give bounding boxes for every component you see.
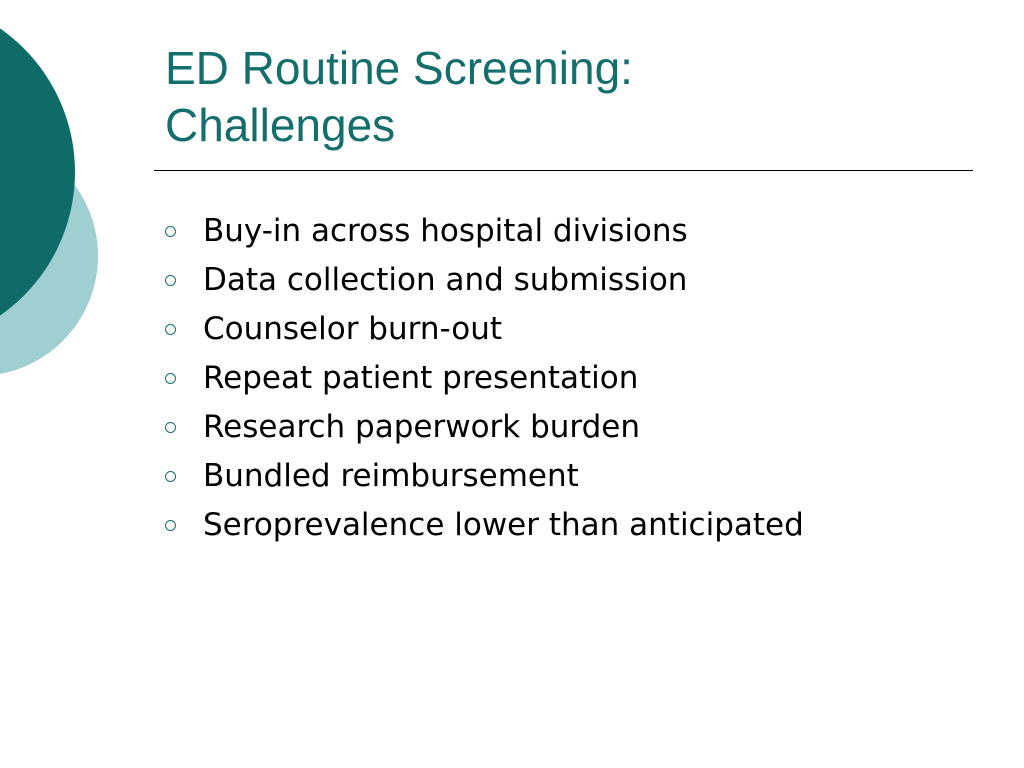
hollow-circle-icon [165,226,176,237]
slide-title [165,40,633,154]
bullet-text: Bundled reimbursement [203,458,579,494]
hollow-circle-icon [165,520,176,531]
hollow-circle-icon [165,471,176,482]
bullet-text: Seroprevalence lower than anticipated [203,507,804,543]
slide-title-line-2: Challenges [165,99,396,151]
hollow-circle-icon [165,373,176,384]
bullet-text: Repeat patient presentation [203,360,639,396]
bullet-text: Research paperwork burden [203,409,641,445]
hollow-circle-icon [165,275,176,286]
decorative-circles [0,0,110,420]
title-divider [154,170,973,171]
hollow-circle-icon [165,324,176,335]
bullet-text: Data collection and submission [203,262,688,298]
bullet-text: Counselor burn-out [203,311,503,347]
bullet-text: Buy-in across hospital divisions [203,213,688,249]
hollow-circle-icon [165,422,176,433]
slide-title-line-1: ED Routine Screening: [165,42,633,94]
